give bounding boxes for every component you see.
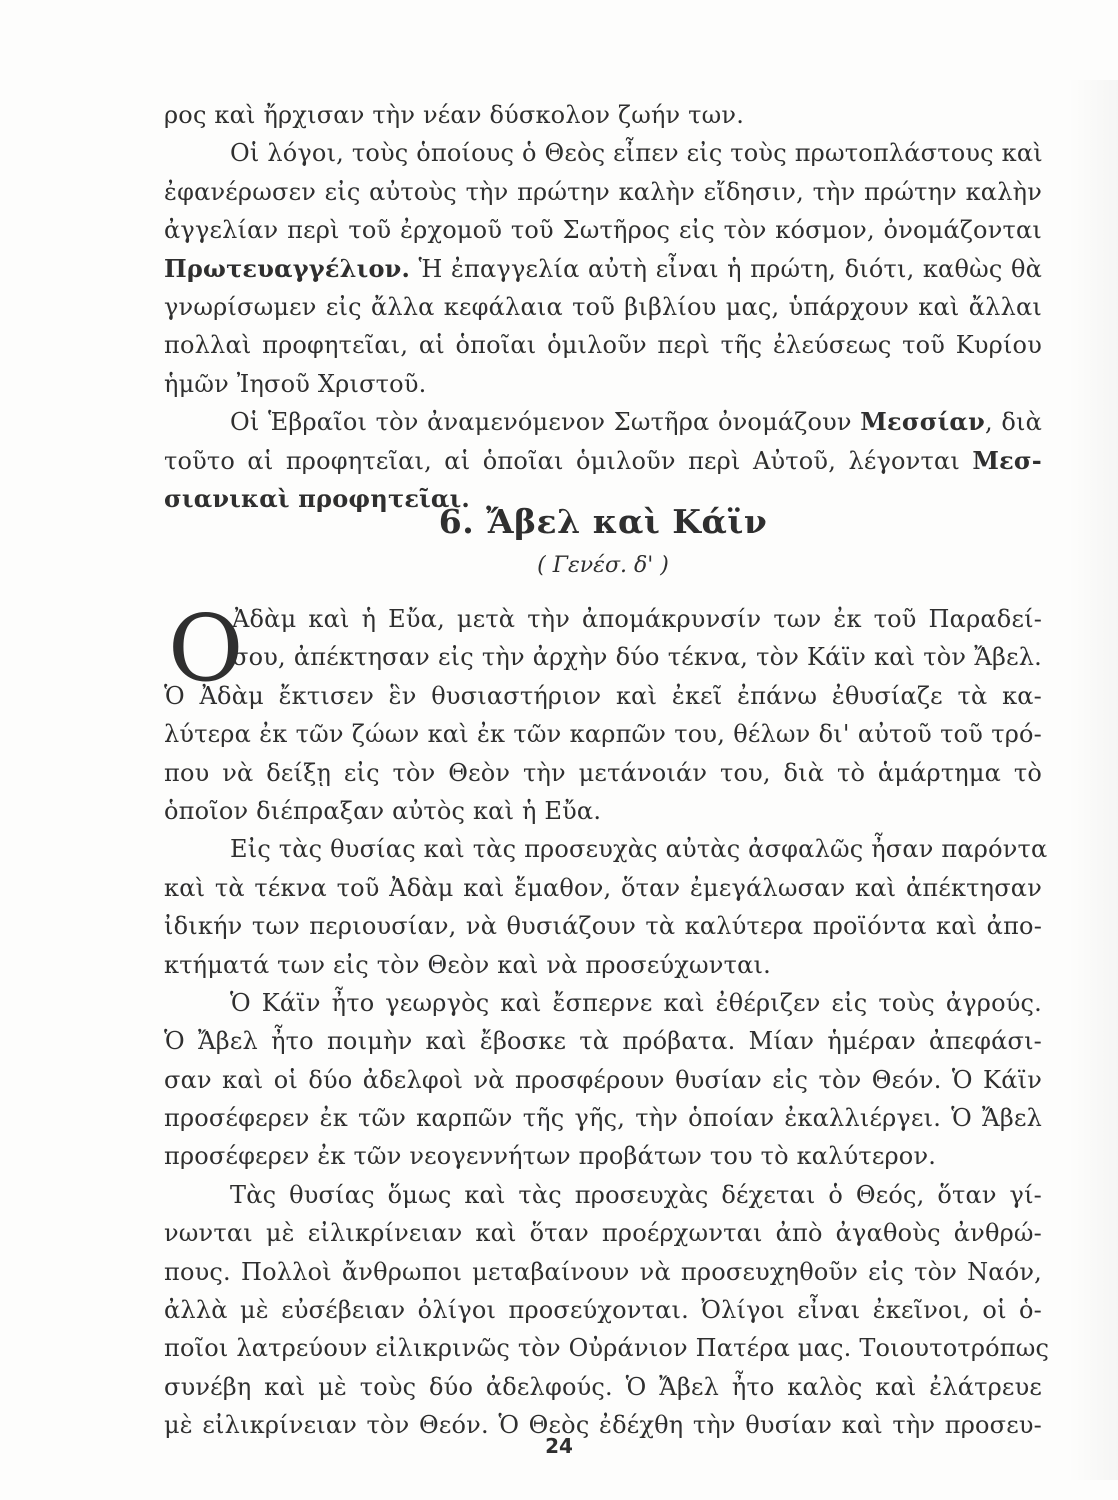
text-line: πους. Πολλοὶ ἄνθρωποι μεταβαίνουν νὰ προσευχηθοῦν εἰς τὸν Ναόν, — [164, 1257, 1042, 1286]
drop-cap: Ο — [168, 595, 244, 702]
text-line: προσέφερεν ἐκ τῶν καρπῶν τῆς γῆς, τὴν ὁποίαν ἐκαλλιέργει. Ὁ Ἄβελ — [164, 1104, 1042, 1133]
text-line: Ὁ Ἀδὰμ ἔκτισεν ἓν θυσιαστήριον καὶ ἐκεῖ ἐπάνω ἐθυσίαζε τὰ κα- — [164, 681, 1042, 710]
text-line: Εἰς τὰς θυσίας καὶ τὰς προσευχὰς αὐτὰς ἀσφαλῶς ἦσαν παρόντα — [230, 835, 1048, 864]
bold-term: Μεσσίαν — [860, 407, 985, 437]
text-line — [164, 403, 1042, 441]
bold-term: Μεσ- — [972, 445, 1042, 475]
text-line: Οἱ λόγοι, τοὺς ὁποίους ὁ Θεὸς εἶπεν εἰς τοὺς πρωτοπλάστους καὶ — [230, 139, 1043, 168]
text-line: Ἀδὰμ καὶ ἡ Εὔα, μετὰ τὴν ἀπομάκρυνσίν των ἐκ τοῦ Παραδεί- — [232, 605, 1042, 633]
text-line: καὶ τὰ τέκνα τοῦ Ἀδὰμ καὶ ἔμαθον, ὅταν ἐμεγάλωσαν καὶ ἀπέκτησαν — [164, 873, 1042, 902]
text-line — [164, 250, 1042, 288]
text-fragment: Ἡ ἐπαγγελία αὐτὴ εἶναι ἡ πρώτη, διότι, καθὼς θὰ — [410, 254, 1042, 283]
body-text — [164, 595, 1050, 1445]
text-line: πολλαὶ προφητεῖαι, αἱ ὁποῖαι ὁμιλοῦν περὶ τῆς ἐλεύσεως τοῦ Κυρίου — [164, 331, 1042, 360]
text-line: που νὰ δείξῃ εἰς τὸν Θεὸν τὴν μετάνοιάν του, διὰ τὸ ἁμάρτημα τὸ — [164, 758, 1042, 787]
text-line: ποῖοι λατρεύουν εἰλικρινῶς τὸν Οὐράνιον Πατέρα μας. Τοιουτοτρόπως — [164, 1334, 1050, 1363]
text-line: προσέφερεν ἐκ τῶν νεογεννήτων προβάτων του τὸ καλύτερον. — [164, 1142, 937, 1171]
text-fragment: τοῦτο αἱ προφητεῖαι, αἱ ὁποῖαι ὁμιλοῦν περὶ Αὐτοῦ, λέγονται — [164, 446, 960, 475]
text-line: Τὰς θυσίας ὅμως καὶ τὰς προσευχὰς δέχεται ὁ Θεός, ὅταν γί- — [230, 1180, 1042, 1209]
text-line: κτήματά των εἰς τὸν Θεὸν καὶ νὰ προσεύχωνται. — [164, 950, 771, 979]
chapter-title: 6. Ἄβελ καὶ Κάϊν — [438, 502, 768, 541]
text-line: συνέβη καὶ μὲ τοὺς δύο ἀδελφούς. Ὁ Ἄβελ ἦτο καλὸς καὶ ἐλάτρευε — [164, 1372, 1042, 1401]
text-fragment: Οἱ Ἑβραῖοι τὸν ἀναμενόμενον Σωτῆρα ὀνομάζουν — [230, 408, 861, 437]
top-text — [164, 96, 1042, 518]
page-number: 24 — [545, 1434, 573, 1458]
text-line: ἰδικήν των περιουσίαν, νὰ θυσιάζουν τὰ καλύτερα προϊόντα καὶ ἀπο- — [164, 912, 1042, 941]
page-shadow — [1068, 80, 1118, 1480]
text-line: ὁποῖον διέπραξαν αὐτὸς καὶ ἡ Εὔα. — [164, 796, 602, 825]
text-line: Ὁ Ἄβελ ἦτο ποιμὴν καὶ ἔβοσκε τὰ πρόβατα. Μίαν ἡμέραν ἀπεφάσι- — [164, 1027, 1042, 1056]
text-line: Ὁ Κάϊν ἦτο γεωργὸς καὶ ἔσπερνε καὶ ἐθέριζεν εἰς τοὺς ἀγρούς. — [230, 988, 1042, 1017]
text-line: νωνται μὲ εἰλικρίνειαν καὶ ὅταν προέρχωνται ἀπὸ ἀγαθοὺς ἀνθρώ- — [164, 1219, 1042, 1248]
text-line: ἀλλὰ μὲ εὐσέβειαν ὀλίγοι προσεύχονται. Ὀλίγοι εἶναι ἐκεῖνοι, οἱ ὁ- — [164, 1296, 1042, 1325]
text-line: μὲ εἰλικρίνειαν τὸν Θεόν. Ὁ Θεὸς ἐδέχθη τὴν θυσίαν καὶ τὴν προσευ- — [164, 1411, 1042, 1440]
text-fragment: , διὰ — [984, 408, 1042, 437]
text-line: λύτερα ἐκ τῶν ζώων καὶ ἐκ τῶν καρπῶν του, θέλων δι' αὐτοῦ τοῦ τρό- — [164, 720, 1042, 749]
text-line: σου, ἀπέκτησαν εἰς τὴν ἀρχὴν δύο τέκνα, τὸν Κάϊν καὶ τὸν Ἄβελ. — [232, 643, 1042, 672]
text-line: ρος καὶ ἤρχισαν τὴν νέαν δύσκολον ζωήν των. — [164, 101, 745, 129]
text-line: ἀγγελίαν περὶ τοῦ ἐρχομοῦ τοῦ Σωτῆρος εἰς τὸν κόσμον, ὀνομάζονται — [164, 216, 1042, 245]
text-line: σαν καὶ οἱ δύο ἀδελφοὶ νὰ προσφέρουν θυσίαν εἰς τὸν Θεόν. Ὁ Κάϊν — [164, 1065, 1042, 1094]
text-line: γνωρίσωμεν εἰς ἄλλα κεφάλαια τοῦ βιβλίου μας, ὑπάρχουν καὶ ἄλλαι — [164, 292, 1042, 321]
chapter-reference: ( Γενέσ. δ' ) — [537, 553, 669, 578]
bold-term: Πρωτευαγγέλιον. — [164, 253, 411, 283]
text-line: ἐφανέρωσεν εἰς αὐτοὺς τὴν πρώτην καλὴν εἴδησιν, τὴν πρώτην καλὴν — [164, 177, 1042, 206]
text-line — [164, 442, 1042, 480]
text-line: ἡμῶν Ἰησοῦ Χριστοῦ. — [164, 369, 427, 398]
text-line: σιανικαὶ προφητεῖαι. — [164, 483, 470, 513]
